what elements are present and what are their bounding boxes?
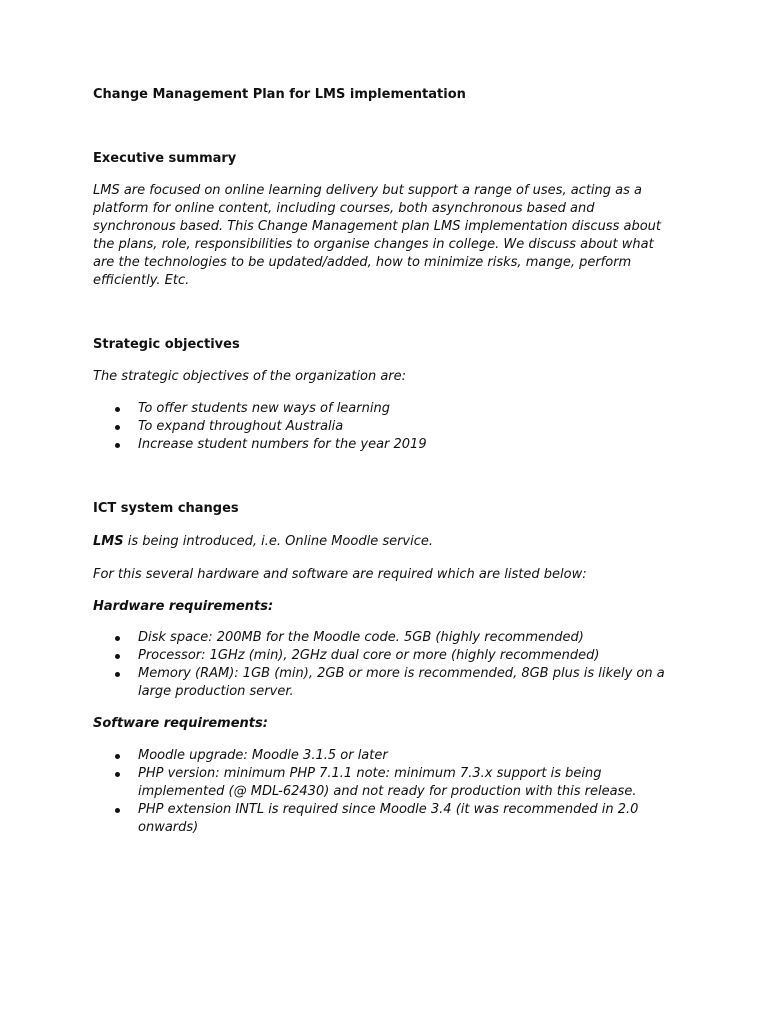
bullet-icon (115, 407, 120, 412)
list-item: PHP extension INTL is required since Moodle 3.4 (it was recommended in 2.0 onwards) (0, 801, 688, 837)
bullet-icon (115, 754, 120, 759)
bullet-icon (115, 808, 120, 813)
software-requirements-list (0, 747, 688, 837)
hardware-requirements-list (0, 629, 688, 701)
list-item: Increase student numbers for the year 2019 (0, 436, 688, 454)
bullet-icon (115, 425, 120, 430)
bullet-icon (115, 443, 120, 448)
bullet-icon (115, 772, 120, 777)
ict-changes-heading: ICT system changes (93, 501, 239, 516)
strategic-objectives-list (0, 400, 688, 454)
software-requirements-heading: Software requirements: (93, 716, 268, 731)
list-item: Processor: 1GHz (min), 2GHz dual core or more (highly recommended) (0, 647, 688, 665)
executive-summary-line: the plans, role, responsibilities to organise changes in college. We discuss about what (93, 237, 654, 252)
executive-summary-line: synchronous based. This Change Management plan LMS implementation discuss about (93, 219, 661, 234)
hardware-requirements-heading: Hardware requirements: (93, 599, 274, 614)
list-item: To offer students new ways of learning (0, 400, 688, 418)
strategic-objectives-heading: Strategic objectives (93, 337, 240, 352)
executive-summary-paragraph (93, 182, 661, 290)
strategic-objectives-intro: The strategic objectives of the organization are: (93, 369, 407, 384)
requirements-intro: For this several hardware and software are required which are listed below: (93, 567, 587, 582)
executive-summary-line: efficiently. Etc. (93, 273, 190, 288)
bullet-icon (115, 636, 120, 641)
list-item: To expand throughout Australia (0, 418, 688, 436)
document-title: Change Management Plan for LMS implementation (93, 87, 466, 102)
bullet-icon (115, 672, 120, 677)
list-item: Disk space: 200MB for the Moodle code. 5GB (highly recommended) (0, 629, 688, 647)
lms-intro-text: is being introduced, i.e. Online Moodle service. (123, 534, 434, 549)
executive-summary-line: are the technologies to be updated/added, how to minimize risks, mange, perform (93, 255, 632, 270)
lms-intro-line (93, 533, 433, 551)
executive-summary-line: platform for online content, including courses, both asynchronous based and (93, 201, 595, 216)
list-item: Moodle upgrade: Moodle 3.1.5 or later (0, 747, 688, 765)
executive-summary-line: LMS are focused on online learning delivery but support a range of uses, acting as a (93, 183, 642, 198)
list-item: PHP version: minimum PHP 7.1.1 note: minimum 7.3.x support is being implemented (@ MDL-62430) and not ready for production with this release. (0, 765, 688, 801)
bullet-icon (115, 654, 120, 659)
list-item: Memory (RAM): 1GB (min), 2GB or more is recommended, 8GB plus is likely on a large production server. (0, 665, 688, 701)
executive-summary-heading: Executive summary (93, 151, 237, 166)
lms-bold-term: LMS (93, 534, 124, 549)
